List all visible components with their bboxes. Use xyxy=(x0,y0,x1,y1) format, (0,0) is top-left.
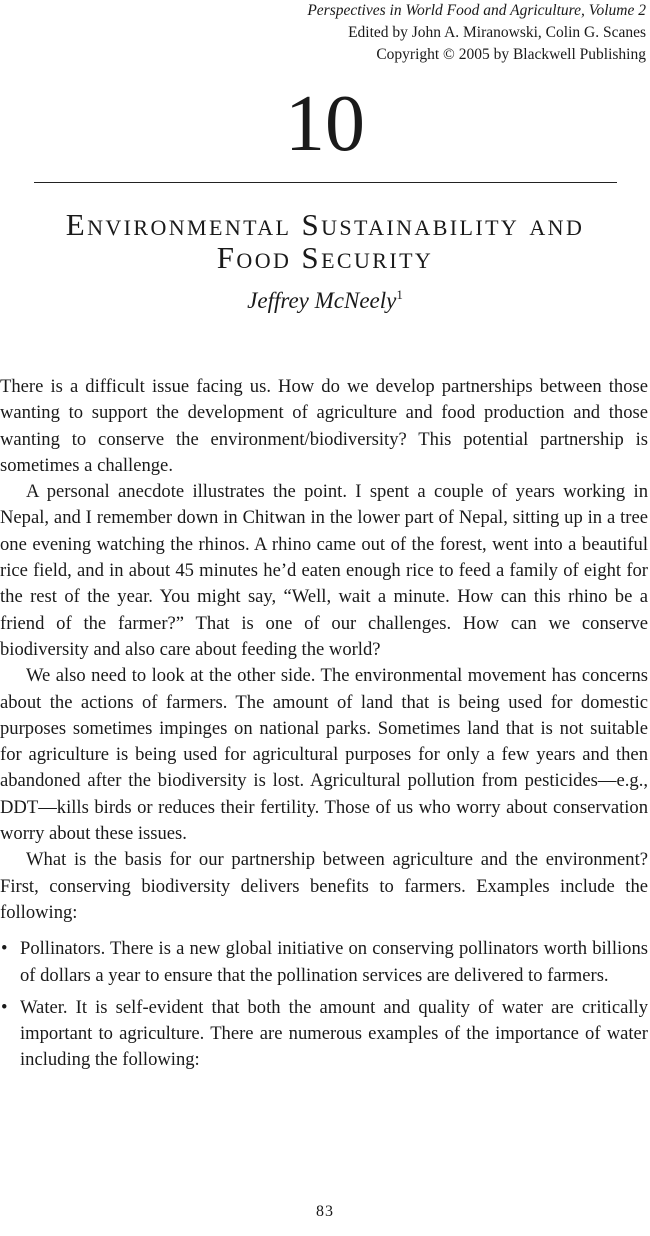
list-item xyxy=(0,936,648,989)
author-footnote-marker: 1 xyxy=(396,287,403,302)
bullet-icon: • xyxy=(1,938,8,960)
chapter-author xyxy=(0,280,650,316)
body-text xyxy=(0,374,648,1080)
paragraph: We also need to look at the other side. The environmental movement has concerns about the actions of farmers. The amount of land that is being used for domestic purposes sometimes impinges on national parks. Sometimes land that is not suitable for agriculture is being used for agricultural purposes for only a few years and then abandoned after the biodiversity is lost. Agricultural pollution from pesticides—e.g., DDT—kills birds or reduces their fertility. Those of us who worry about conservation worry about these issues. xyxy=(0,665,648,845)
paragraph: A personal anecdote illustrates the point. I spent a couple of years working in Nepal, and I remember down in Chitwan in the lower part of Nepal, sitting up in a tree one evening watching the rhinos. A rhino came out of the forest, went into a beautiful rice field, and in about 45 minutes he’d eaten enough rice to feed a family of eight for the rest of the year. You might say, “Well, wait a minute. How can this rhino be a friend of the farmer?” That is one of our challenges. How can we conserve biodiversity and also care about feeding the world? xyxy=(0,481,648,660)
chapter-title-line-1: Environmental Sustainability and xyxy=(65,207,585,242)
chapter-title xyxy=(0,208,650,274)
book-title: Perspectives in World Food and Agriculture, Volume 2 xyxy=(307,2,646,19)
author-name: Jeffrey McNeely xyxy=(247,288,397,313)
chapter-title-line-2: Food Security xyxy=(216,240,434,275)
title-divider xyxy=(34,182,617,183)
list-item-text: Water. It is self-evident that both the amount and quality of water are critically important to agriculture. There are numerous examples of the importance of water including the following: xyxy=(20,996,648,1071)
bullet-list xyxy=(0,936,648,1073)
page-number: 83 xyxy=(316,1203,334,1220)
list-item xyxy=(0,995,648,1074)
editors-line: Edited by John A. Miranowski, Colin G. Scanes xyxy=(348,24,646,41)
bullet-icon: • xyxy=(1,996,8,1018)
copyright-line: Copyright © 2005 by Blackwell Publishing xyxy=(376,46,646,63)
list-item-text: Pollinators. There is a new global initiative on conserving pollinators worth billions of dollars a year to ensure that the pollination services are delivered to farmers. xyxy=(20,938,648,986)
paragraph: What is the basis for our partnership between agriculture and the environment? First, conserving biodiversity delivers benefits to farmers. Examples include the following: xyxy=(0,849,648,923)
paragraph: There is a difficult issue facing us. How do we develop partnerships between those wanting to support the development of agriculture and food production and those wanting to conserve the environment/biodiversity? This potential partnership is sometimes a challenge. xyxy=(0,376,648,476)
chapter-number: 10 xyxy=(285,80,365,168)
running-header xyxy=(126,0,646,66)
